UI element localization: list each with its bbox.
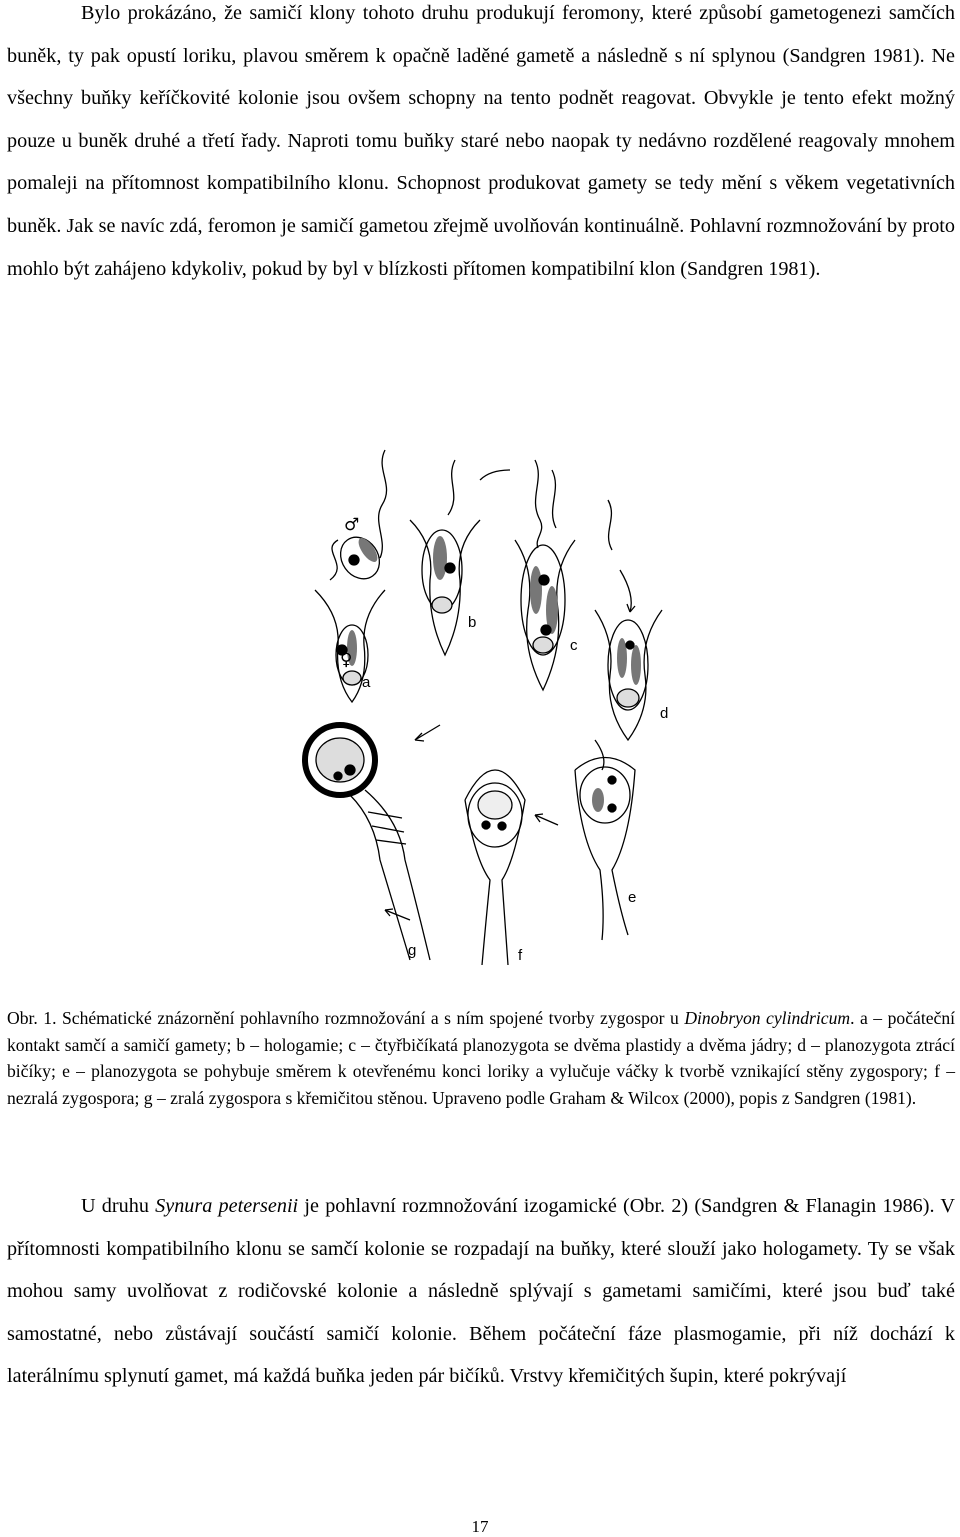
citation: Sandgren 1981 bbox=[789, 44, 913, 67]
nucleus bbox=[445, 563, 455, 573]
vacuole bbox=[617, 689, 639, 707]
nucleus bbox=[498, 822, 506, 830]
flagellum bbox=[448, 460, 455, 515]
page-number: 17 bbox=[471, 1517, 489, 1536]
flagellum bbox=[535, 460, 542, 548]
lorica-b bbox=[410, 520, 480, 655]
nucleus bbox=[541, 625, 551, 635]
plastid bbox=[631, 645, 641, 685]
male-symbol: ♂ bbox=[344, 515, 360, 535]
flagellum bbox=[552, 470, 556, 528]
nucleus bbox=[608, 804, 616, 812]
arrow bbox=[620, 570, 631, 612]
flagellum bbox=[608, 500, 612, 550]
female-symbol: ♀ bbox=[340, 650, 353, 670]
nucleus bbox=[539, 575, 549, 585]
vacuole bbox=[343, 671, 361, 685]
paragraph-text: ). bbox=[808, 257, 821, 280]
paragraph-text: Bylo prokázáno, že samičí klony tohoto druhu produkují feromony, které způsobí gametogenezi samčích buněk, ty pak opustí loriku, plavou směrem k opačně laděné gametě a následně s ní splynou ( bbox=[7, 2, 955, 67]
plastid bbox=[592, 788, 604, 812]
label-g: g bbox=[408, 942, 417, 959]
paragraph-gametogenesis bbox=[7, 0, 955, 290]
lorica-c bbox=[515, 540, 575, 690]
vacuole bbox=[478, 791, 512, 819]
plastid bbox=[433, 536, 447, 580]
paragraph-text: ). Ne všechny buňky keříčkovité kolonie jsou ovšem schopny na tento podnět reagovat. Obvykle je tento efekt možný pouze u buněk druhé a třetí řady. Naproti tomu buňky staré nebo naopak ty nedávno rozdělené reagovaly mnohem pomaleji na přítomnost kompatibilního klonu. Schopnost produkovat gamety se tedy mění s věkem vegetativních buněk. Jak se navíc zdá, feromon je samičí gametou zřejmě uvolňován kontinuálně. Pohlavní rozmnožování by proto mohlo být zahájeno kdykoliv, pokud by byl v blízkosti přítomen kompatibilní klon ( bbox=[7, 44, 956, 280]
nucleus bbox=[626, 641, 634, 649]
label-f: f bbox=[518, 947, 523, 964]
paragraph-synura bbox=[7, 1185, 955, 1398]
lorica-g bbox=[350, 795, 410, 960]
vacuole bbox=[432, 597, 452, 613]
lorica-e bbox=[575, 758, 635, 936]
figure-dinobryon-life-cycle bbox=[290, 440, 690, 995]
figure-caption bbox=[7, 1005, 955, 1111]
label-c: c bbox=[570, 637, 578, 654]
caption-species: Dinobryon cylindricum bbox=[684, 1008, 851, 1028]
flagellum bbox=[379, 450, 387, 558]
plastid bbox=[530, 566, 542, 614]
label-b: b bbox=[468, 614, 477, 631]
arrow bbox=[595, 740, 604, 770]
nucleus bbox=[345, 765, 355, 775]
citation: Sandgren 1981 bbox=[686, 257, 809, 280]
nucleus bbox=[608, 776, 616, 784]
paragraph-text: je pohlavní rozmnožování izogamické (Obr. 2) (Sandgren & Flanagin 1986). V přítomnosti kompatibilního klonu se samčí kolonie se rozpadají na buňky, které slouží jako hologamety. Ty se však mohou samy uvolňovat z rodičovské kolonie a následně splývají s gametami samičími, které jsou buď také samostatné, nebo zůstávají součástí samičí kolonie. Během počáteční fáze plasmogamie, při níž dochází k laterálnímu splynutí gamet, má každá buňka jeden pár bičíků. Vrstvy křemičitých šupin, které pokrývají bbox=[7, 1195, 955, 1388]
paragraph-text: U druhu bbox=[81, 1195, 156, 1217]
nucleus bbox=[482, 821, 490, 829]
species-name: Synura petersenii bbox=[155, 1195, 299, 1217]
nucleus bbox=[349, 555, 359, 565]
zygote-e bbox=[580, 767, 630, 823]
label-a: a bbox=[362, 674, 371, 691]
arrow bbox=[415, 725, 440, 740]
label-d: d bbox=[660, 705, 669, 722]
flagellum bbox=[330, 540, 338, 580]
caption-prefix: Obr. 1. bbox=[7, 1008, 57, 1028]
lorica-d bbox=[595, 610, 662, 740]
male-gamete-a bbox=[333, 530, 388, 587]
caption-title: Schématické znázornění pohlavního rozmnožování a s ním spojené tvorby zygospor u bbox=[56, 1008, 685, 1028]
nucleus bbox=[334, 772, 342, 780]
caption-body: . a – počáteční kontakt samčí a samičí gamety; b – hologamie; c – čtyřbičíkatá planozygota se dvěma plastidy a dvěma jádry; d – planozygota ztrácí bičíky; e – planozygota se pohybuje směrem k otevřenému konci loriky a vylučuje váčky k tvorbě vznikající stěny zygospory; f – nezralá zygospora; g – zralá zygospora s křemičitou stěnou. Upraveno podle Graham & Wilcox (2000), popis z Sandgren (1981). bbox=[7, 1008, 956, 1108]
vacuole bbox=[533, 637, 553, 653]
label-e: e bbox=[628, 889, 637, 906]
arrow bbox=[480, 470, 510, 480]
lorica-g bbox=[365, 790, 430, 960]
